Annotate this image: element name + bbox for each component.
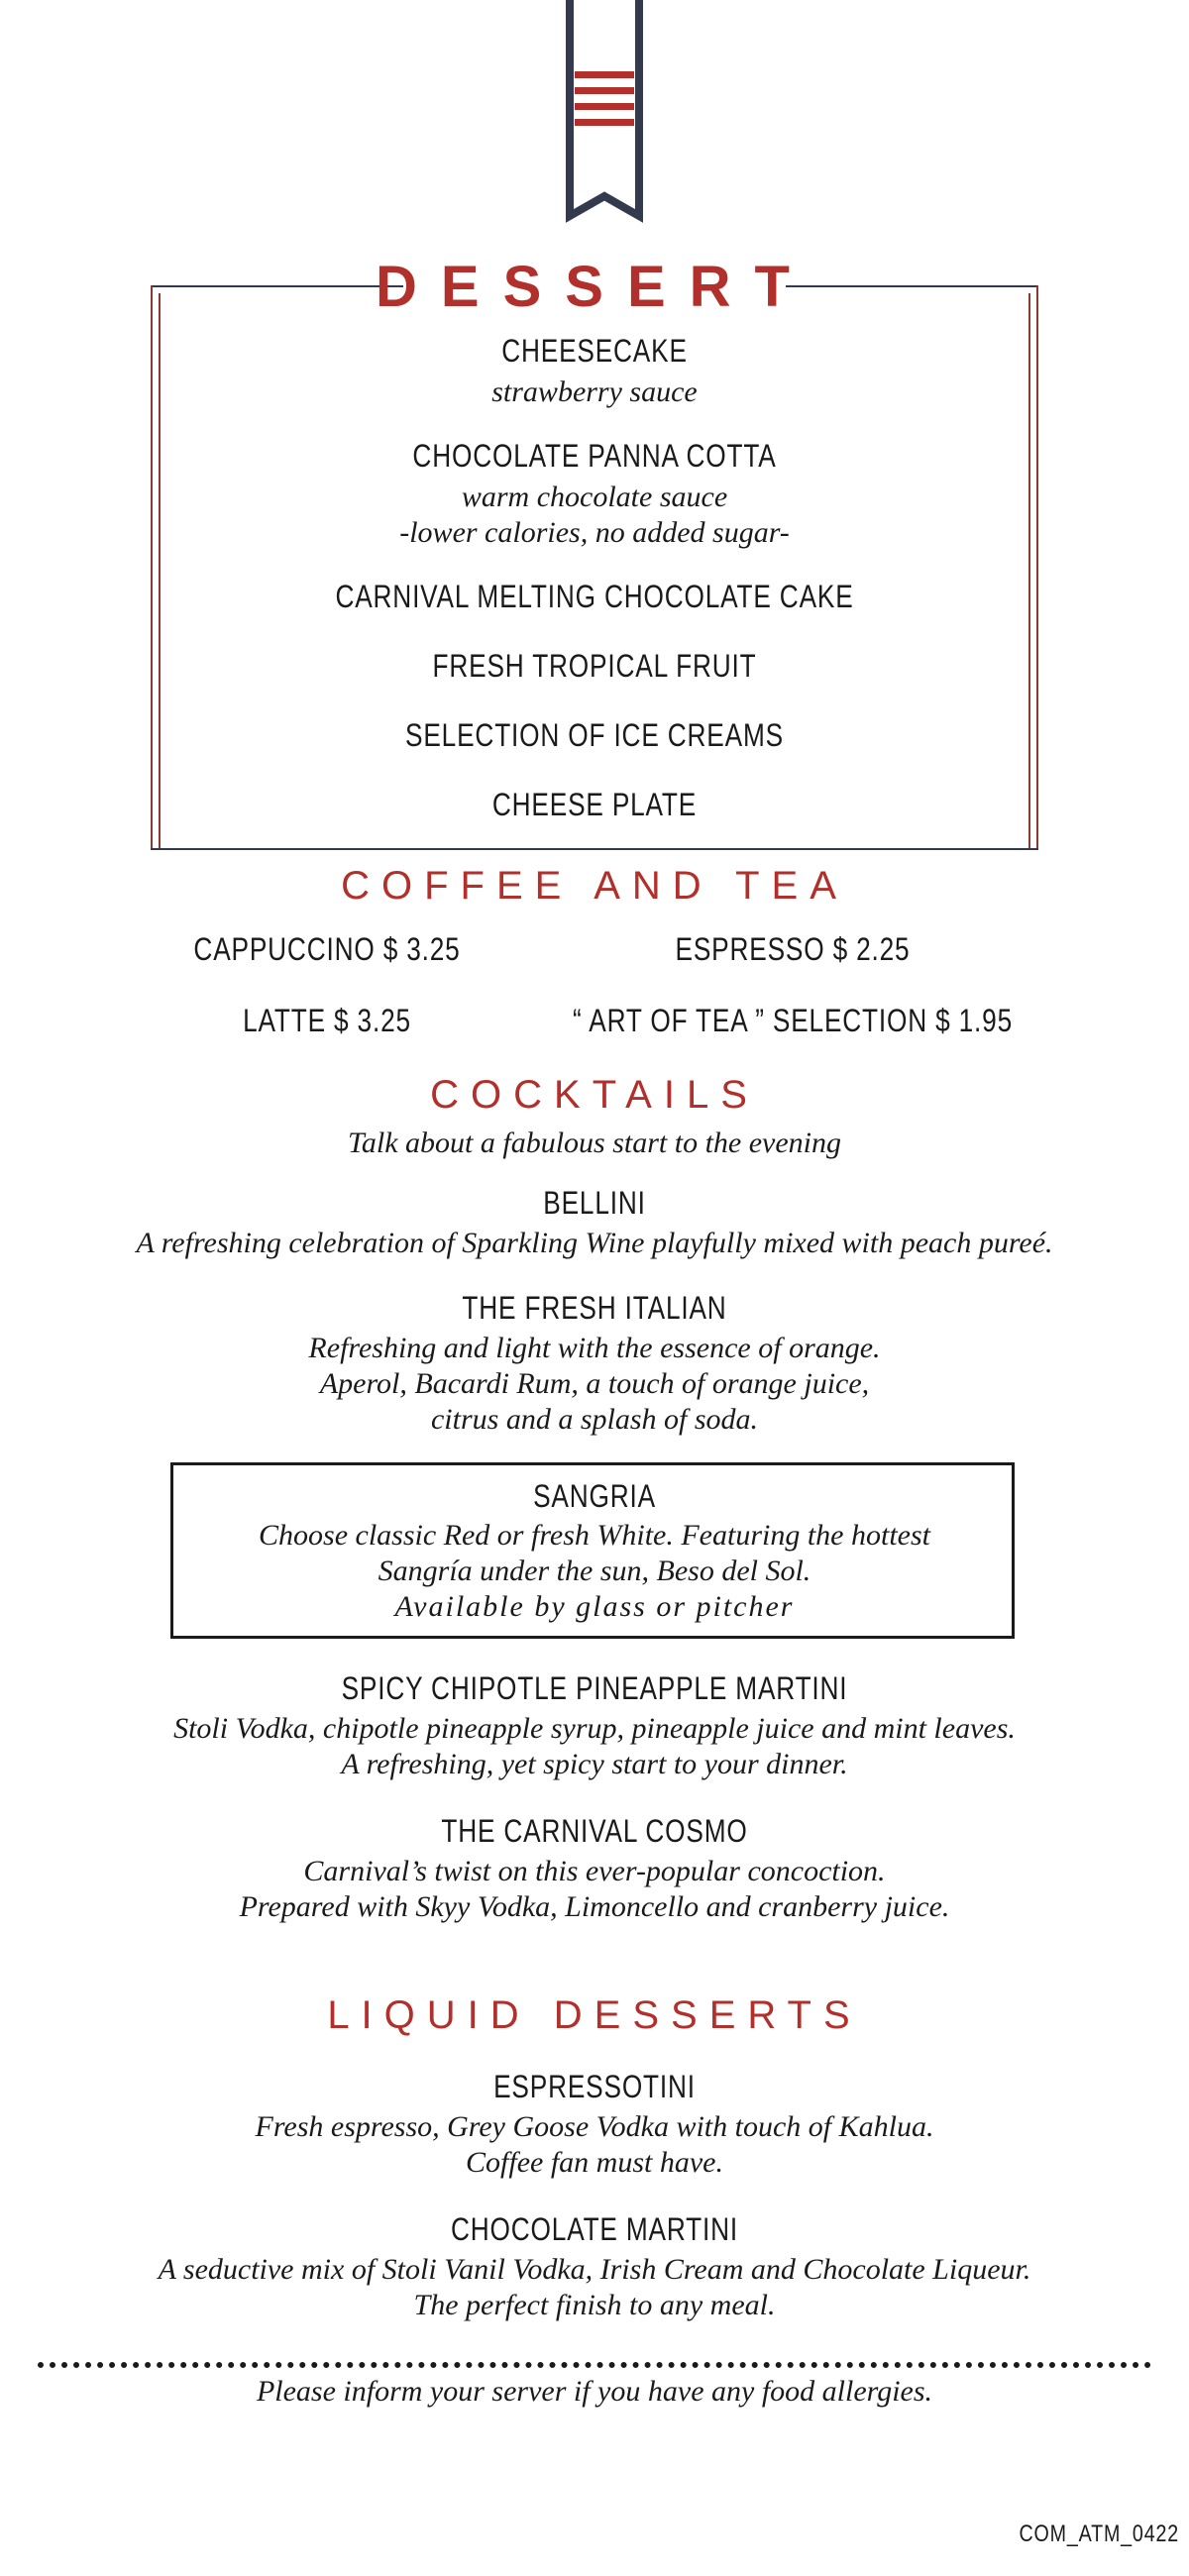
- liquid-dessert-desc: Coffee fan must have.: [466, 2146, 723, 2179]
- cocktails-tagline: Talk about a fabulous start to the evening: [347, 1127, 842, 1159]
- coffee-item: “ ART OF TEA ” SELECTION $ 1.95: [573, 1003, 1013, 1038]
- cocktail-desc: Prepared with Skyy Vodka, Limoncello and cranberry juice.: [239, 1890, 950, 1923]
- liquid-dessert-desc: The perfect finish to any meal.: [413, 2289, 776, 2321]
- cocktail-name: BELLINI: [543, 1185, 646, 1221]
- cocktails-section-title: COCKTAILS: [430, 1073, 759, 1117]
- dessert-item-name: CHEESE PLATE: [491, 787, 698, 822]
- cocktail-desc: Carnival’s twist on this ever-popular concoction.: [303, 1855, 886, 1887]
- ribbon-bookmark-icon: [565, 0, 644, 233]
- cocktail-desc: Choose classic Red or fresh White. Featuring the hottest: [259, 1519, 930, 1552]
- dessert-item-name: CARNIVAL MELTING CHOCOLATE CAKE: [335, 579, 854, 614]
- cocktail-desc: Sangría under the sun, Beso del Sol.: [378, 1555, 811, 1587]
- cocktail-desc: Stoli Vodka, chipotle pineapple syrup, pineapple juice and mint leaves.: [173, 1712, 1016, 1745]
- liquid-dessert-desc: Fresh espresso, Grey Goose Vodka with touch of Kahlua.: [255, 2110, 934, 2143]
- dotted-divider: [38, 2362, 1151, 2368]
- dessert-item-name: SELECTION OF ICE CREAMS: [405, 717, 784, 753]
- cocktail-desc: Available by glass or pitcher: [394, 1590, 795, 1623]
- coffee-section-title: COFFEE AND TEA: [341, 864, 848, 908]
- cocktail-desc: Refreshing and light with the essence of orange.: [308, 1332, 881, 1364]
- cocktail-name: THE FRESH ITALIAN: [462, 1290, 727, 1326]
- dessert-item-desc: warm chocolate sauce: [461, 481, 728, 513]
- cocktail-desc: citrus and a splash of soda.: [430, 1403, 759, 1436]
- liquid-dessert-name: ESPRESSOTINI: [493, 2069, 696, 2104]
- allergy-notice: Please inform your server if you have any food allergies.: [256, 2375, 933, 2408]
- cocktail-desc: A refreshing, yet spicy start to your dinner.: [341, 1748, 848, 1780]
- cocktail-desc: A refreshing celebration of Sparkling Wine playfully mixed with peach pureé.: [136, 1227, 1053, 1259]
- dessert-item-desc: -lower calories, no added sugar-: [399, 516, 790, 549]
- coffee-item: CAPPUCCINO $ 3.25: [193, 931, 461, 967]
- dessert-item-name: CHOCOLATE PANNA COTTA: [412, 438, 777, 474]
- liquid-dessert-name: CHOCOLATE MARTINI: [451, 2211, 738, 2247]
- coffee-item: LATTE $ 3.25: [243, 1003, 411, 1038]
- cocktail-name: SANGRIA: [533, 1478, 656, 1514]
- menu-code: COM_ATM_0422: [1019, 2521, 1179, 2547]
- cocktail-desc: Aperol, Bacardi Rum, a touch of orange juice,: [319, 1367, 870, 1400]
- cocktail-name: SPICY CHIPOTLE PINEAPPLE MARTINI: [341, 1670, 848, 1706]
- dessert-item-desc: strawberry sauce: [491, 376, 698, 408]
- dessert-item-name: FRESH TROPICAL FRUIT: [432, 648, 757, 684]
- cocktail-name: THE CARNIVAL COSMO: [441, 1813, 748, 1849]
- dessert-item-name: CHEESECAKE: [501, 333, 688, 369]
- dessert-title: DESSERT: [376, 255, 813, 319]
- coffee-item: ESPRESSO $ 2.25: [675, 931, 911, 967]
- liquid-dessert-desc: A seductive mix of Stoli Vanil Vodka, Irish Cream and Chocolate Liqueur.: [158, 2253, 1031, 2286]
- liquid-desserts-section-title: LIQUID DESSERTS: [327, 1993, 862, 2037]
